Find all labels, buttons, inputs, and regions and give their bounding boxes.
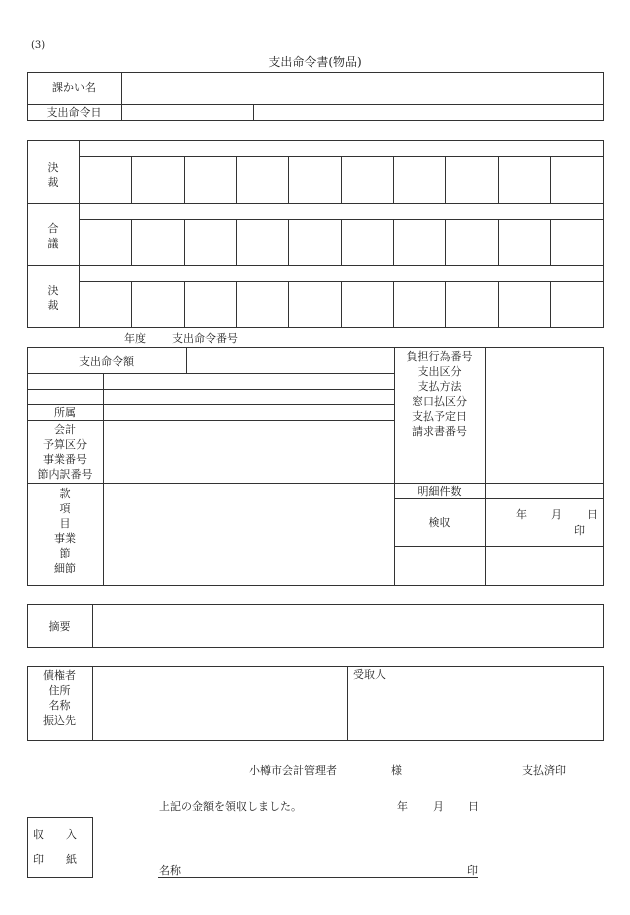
approval-stamp-cell[interactable] bbox=[343, 221, 391, 263]
affiliation-field[interactable] bbox=[105, 406, 392, 419]
inspection-year: 年 bbox=[516, 508, 527, 521]
summary-label: 摘要 bbox=[48, 620, 71, 633]
approval-stamp-cell[interactable] bbox=[552, 158, 602, 201]
summary-field[interactable] bbox=[94, 606, 602, 646]
sama-label: 様 bbox=[391, 764, 402, 777]
order-date-label: 支出命令日 bbox=[46, 106, 102, 119]
approval-stamp-cell[interactable] bbox=[238, 221, 286, 263]
right-fields[interactable] bbox=[487, 349, 602, 481]
fiscal-year-label: 年度 bbox=[124, 332, 146, 345]
recipient-label: 受取人 bbox=[353, 668, 386, 681]
name-label: 名称 bbox=[159, 864, 181, 877]
inspection-month: 月 bbox=[551, 508, 562, 521]
approval-stamp-cell[interactable] bbox=[343, 283, 391, 326]
approval-stamp-cell[interactable] bbox=[186, 158, 234, 201]
form-number: (3) bbox=[31, 40, 46, 51]
approval-label-1: 決 裁 bbox=[47, 161, 59, 189]
right-labels: 負担行為番号 支出区分 支払方法 窓口払区分 支払予定日 請求書番号 bbox=[406, 350, 473, 438]
amount-label: 支出命令額 bbox=[79, 355, 134, 368]
receipt-day: 日 bbox=[468, 800, 479, 813]
budget-field[interactable] bbox=[105, 422, 392, 481]
approval-stamp-cell[interactable] bbox=[290, 283, 339, 326]
approval-stamp-cell[interactable] bbox=[500, 283, 548, 326]
recipient-field[interactable] bbox=[349, 683, 602, 739]
receipt-year: 年 bbox=[397, 800, 408, 813]
paid-stamp-label: 支払済印 bbox=[522, 764, 566, 777]
approval-stamp-cell[interactable] bbox=[186, 283, 234, 326]
affiliation-label: 所属 bbox=[54, 406, 76, 419]
name-seal: 印 bbox=[467, 864, 478, 877]
approval-stamp-cell[interactable] bbox=[133, 221, 182, 263]
account-labels: 款 項 目 事業 節 細節 bbox=[54, 487, 76, 575]
inspection-day: 日 bbox=[587, 508, 598, 521]
approval-stamp-cell[interactable] bbox=[500, 221, 548, 263]
dept-label: 課かい名 bbox=[52, 81, 96, 94]
manager-label: 小樽市会計管理者 bbox=[249, 764, 337, 777]
approval-stamp-cell[interactable] bbox=[500, 158, 548, 201]
approval-stamp-cell[interactable] bbox=[447, 221, 496, 263]
approval-stamp-cell[interactable] bbox=[186, 221, 234, 263]
creditor-labels: 債権者 住所 名称 振込先 bbox=[43, 669, 76, 727]
receipt-month: 月 bbox=[433, 800, 444, 813]
approval-stamp-cell[interactable] bbox=[395, 158, 443, 201]
approval-stamp-cell[interactable] bbox=[395, 221, 443, 263]
dept-field[interactable] bbox=[123, 74, 601, 102]
approval-stamp-cell[interactable] bbox=[133, 158, 182, 201]
approval-stamp-cell[interactable] bbox=[133, 283, 182, 326]
approval-stamp-cell[interactable] bbox=[81, 158, 129, 201]
receipt-text: 上記の金額を領収しました。 bbox=[159, 800, 302, 813]
approval-stamp-cell[interactable] bbox=[290, 158, 339, 201]
creditor-field[interactable] bbox=[94, 668, 345, 739]
approval-stamp-cell[interactable] bbox=[447, 283, 496, 326]
approval-stamp-cell[interactable] bbox=[447, 158, 496, 201]
inspection-label: 検収 bbox=[428, 516, 451, 529]
approval-stamp-cell[interactable] bbox=[238, 158, 286, 201]
revenue-stamp-box bbox=[27, 817, 93, 878]
detail-count-field[interactable] bbox=[487, 485, 602, 497]
approval-stamp-cell[interactable] bbox=[395, 283, 443, 326]
approval-stamp-cell[interactable] bbox=[290, 221, 339, 263]
stamp-text-line1: 収 入 bbox=[33, 828, 77, 841]
name-underline bbox=[158, 877, 478, 878]
detail-count-label: 明細件数 bbox=[417, 485, 462, 498]
approval-stamp-cell[interactable] bbox=[343, 158, 391, 201]
approval-stamp-cell[interactable] bbox=[81, 221, 129, 263]
name-field[interactable] bbox=[190, 862, 460, 876]
approval-label-3: 決 裁 bbox=[47, 284, 59, 312]
account-field[interactable] bbox=[105, 485, 392, 584]
inspection-seal: 印 bbox=[574, 524, 585, 537]
amount-field[interactable] bbox=[188, 349, 392, 371]
approval-stamp-cell[interactable] bbox=[552, 221, 602, 263]
approval-stamp-cell[interactable] bbox=[552, 283, 602, 326]
stamp-text-line2: 印 紙 bbox=[33, 853, 77, 866]
order-number-label: 支出命令番号 bbox=[172, 332, 238, 345]
form-title: 支出命令書(物品) bbox=[268, 55, 362, 69]
approval-label-2: 合 議 bbox=[47, 222, 59, 250]
approval-stamp-cell[interactable] bbox=[81, 283, 129, 326]
budget-labels: 会計 予算区分 事業番号 節内訳番号 bbox=[37, 423, 93, 481]
approval-stamp-cell[interactable] bbox=[238, 283, 286, 326]
order-date-field[interactable] bbox=[123, 106, 251, 119]
